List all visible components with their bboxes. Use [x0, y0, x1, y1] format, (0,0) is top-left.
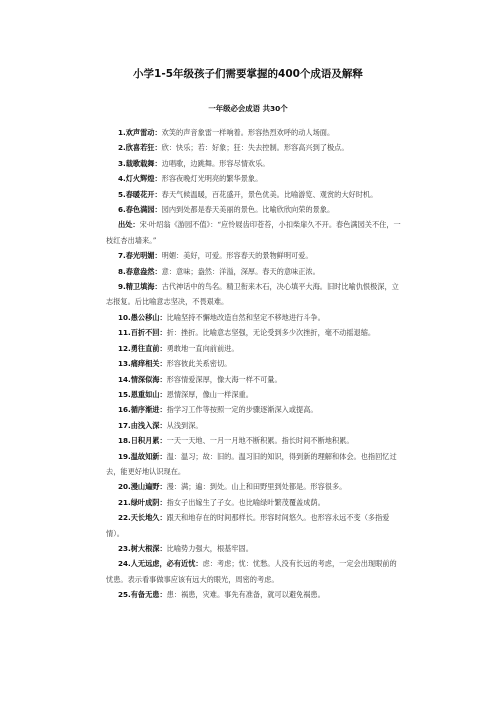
idiom-term: 8.春意盎然： [118, 266, 162, 276]
idiom-entry [106, 402, 403, 417]
idiom-entry [106, 587, 403, 602]
idiom-definition: 恩情深厚，像山一样深重。 [166, 389, 253, 399]
idiom-entry [106, 541, 403, 556]
idiom-definition: 宋·叶绍翁《游园不值》：“应怜屐齿印苍苔，小扣柴扉久不开。春色满园关不住，一枝红杏出墙来。” [106, 220, 401, 245]
idiom-entry [106, 279, 403, 310]
idiom-definition: 形容夜晚灯光明亮的繁华景象。 [161, 174, 263, 184]
idiom-definition: 比喻坚持不懈地改造自然和坚定不移地进行斗争。 [166, 312, 325, 322]
idiom-term: 24.人无远虑，必有近忧： [118, 559, 203, 569]
idiom-term: 6.春色满园： [118, 205, 162, 215]
idiom-entry [106, 310, 403, 325]
idiom-entry [106, 202, 403, 217]
idiom-entry [106, 125, 403, 140]
idiom-definition: 从浅到深。 [166, 420, 203, 430]
idiom-entry [106, 325, 403, 340]
idiom-definition: 指女子出嫁生了子女。也比喻绿叶繁茂覆盖成荫。 [166, 497, 325, 507]
idiom-term: 18.日积月累： [118, 436, 167, 446]
idiom-term: 11.百折不回： [118, 328, 167, 338]
idiom-entry [106, 341, 403, 356]
idiom-definition: 边唱歌，边跳舞。形容尽情欢乐。 [161, 158, 270, 168]
idiom-entry [106, 187, 403, 202]
idiom-list [106, 125, 403, 603]
idiom-entry [106, 495, 403, 510]
idiom-entry [106, 171, 403, 186]
document-title: 小学1-5年级孩子们需要掌握的400个成语及解释 [133, 68, 363, 80]
idiom-definition: 形容彼此关系密切。 [166, 359, 232, 369]
idiom-entry [106, 556, 403, 587]
idiom-entry [106, 387, 403, 402]
idiom-term: 15.恩重如山： [118, 389, 167, 399]
idiom-entry [106, 510, 403, 541]
idiom-definition: 患：祸患，灾难。事先有准备，就可以避免祸患。 [166, 590, 325, 600]
idiom-entry [106, 217, 403, 248]
idiom-definition: 形容情爱深厚，像大海一样不可量。 [166, 374, 282, 384]
idiom-definition: 跟天和地存在的时间那样长。形容时间悠久。也形容永远不变（多指爱情）。 [106, 513, 390, 538]
idiom-definition: 意：意味；盎然：洋溢，深厚。春天的意味正浓。 [161, 266, 320, 276]
idiom-term: 2.欣喜若狂： [118, 143, 162, 153]
idiom-definition: 温：温习；故：旧的。温习旧的知识，得到新的理解和体会。也指回忆过去，能更好地认识现在。 [106, 451, 397, 476]
idiom-entry [106, 356, 403, 371]
idiom-term: 23.树大根深： [118, 543, 167, 553]
idiom-term: 25.有备无患： [118, 590, 167, 600]
idiom-term: 10.愚公移山： [118, 312, 167, 322]
idiom-definition: 欣：快乐；若：好象；狂：失去控制。形容高兴到了极点。 [161, 143, 349, 153]
idiom-entry [106, 479, 403, 494]
idiom-definition: 漫：满；遍：到处。山上和田野里到处都是。形容很多。 [166, 482, 347, 492]
idiom-definition: 勇敢地一直向前前进。 [166, 343, 239, 353]
idiom-term: 19.温故知新： [118, 451, 167, 461]
idiom-entry [106, 372, 403, 387]
idiom-entry [106, 248, 403, 263]
idiom-term: 1.欢声雷动： [118, 128, 162, 137]
idiom-definition: 比喻势力强大，根基牢固。 [166, 543, 253, 553]
idiom-definition: 园内到处都是春天美丽的景色。比喻欣欣向荣的景象。 [161, 205, 335, 215]
idiom-definition: 明媚：美好，可爱。形容春天的景物鲜明可爱。 [161, 251, 313, 261]
idiom-definition: 折：挫折。比喻意志坚强，无论受到多少次挫折，毫不动摇退缩。 [166, 328, 376, 338]
idiom-entry [106, 264, 403, 279]
idiom-term: 出处： [118, 220, 140, 230]
idiom-term: 7.春光明媚： [118, 251, 162, 261]
idiom-entry [106, 449, 403, 480]
idiom-term: 17.由浅入深： [118, 420, 167, 430]
idiom-term: 14.情深似海： [118, 374, 167, 384]
idiom-term: 16.循序渐进： [118, 405, 167, 415]
idiom-term: 5.春暖花开： [118, 189, 162, 199]
idiom-term: 4.灯火辉煌： [118, 174, 162, 184]
idiom-definition: 虑：考虑；忧：忧愁。人没有长远的考虑，一定会出现眼前的忧患。表示看事做事应该有远大的眼光，周密的考虑。 [106, 559, 397, 584]
section-title: 一年级必会成语 共30个 [208, 104, 288, 113]
idiom-entry [106, 156, 403, 171]
idiom-entry [106, 140, 403, 155]
idiom-definition: 指学习工作等按照一定的步骤逐渐深入或提高。 [166, 405, 318, 415]
idiom-entry [106, 418, 403, 433]
idiom-term: 9.精卫填海： [118, 282, 162, 292]
idiom-term: 22.天长地久： [118, 513, 167, 523]
idiom-definition: 一天一天地、一月一月地不断积累。指长时间不断地积累。 [166, 436, 354, 446]
idiom-definition: 欢笑的声音象雷一样响着。形容热烈欢呼的动人场面。 [161, 128, 335, 137]
idiom-definition: 春天气候温暖，百花盛开，景色优美。比喻游览、观赏的大好时机。 [161, 189, 378, 199]
idiom-term: 20.漫山遍野： [118, 482, 167, 492]
idiom-term: 13.痛痒相关： [118, 359, 167, 369]
idiom-term: 21.绿叶成阴： [118, 497, 167, 507]
idiom-entry [106, 433, 403, 448]
idiom-term: 3.载歌载舞： [118, 158, 162, 168]
idiom-term: 12.勇往直前： [118, 343, 167, 353]
idiom-definition: 古代神话中的鸟名。精卫衔来木石，决心填平大海。旧时比喻仇恨极深，立志报复。后比喻意志坚决，不畏艰难。 [106, 282, 399, 307]
